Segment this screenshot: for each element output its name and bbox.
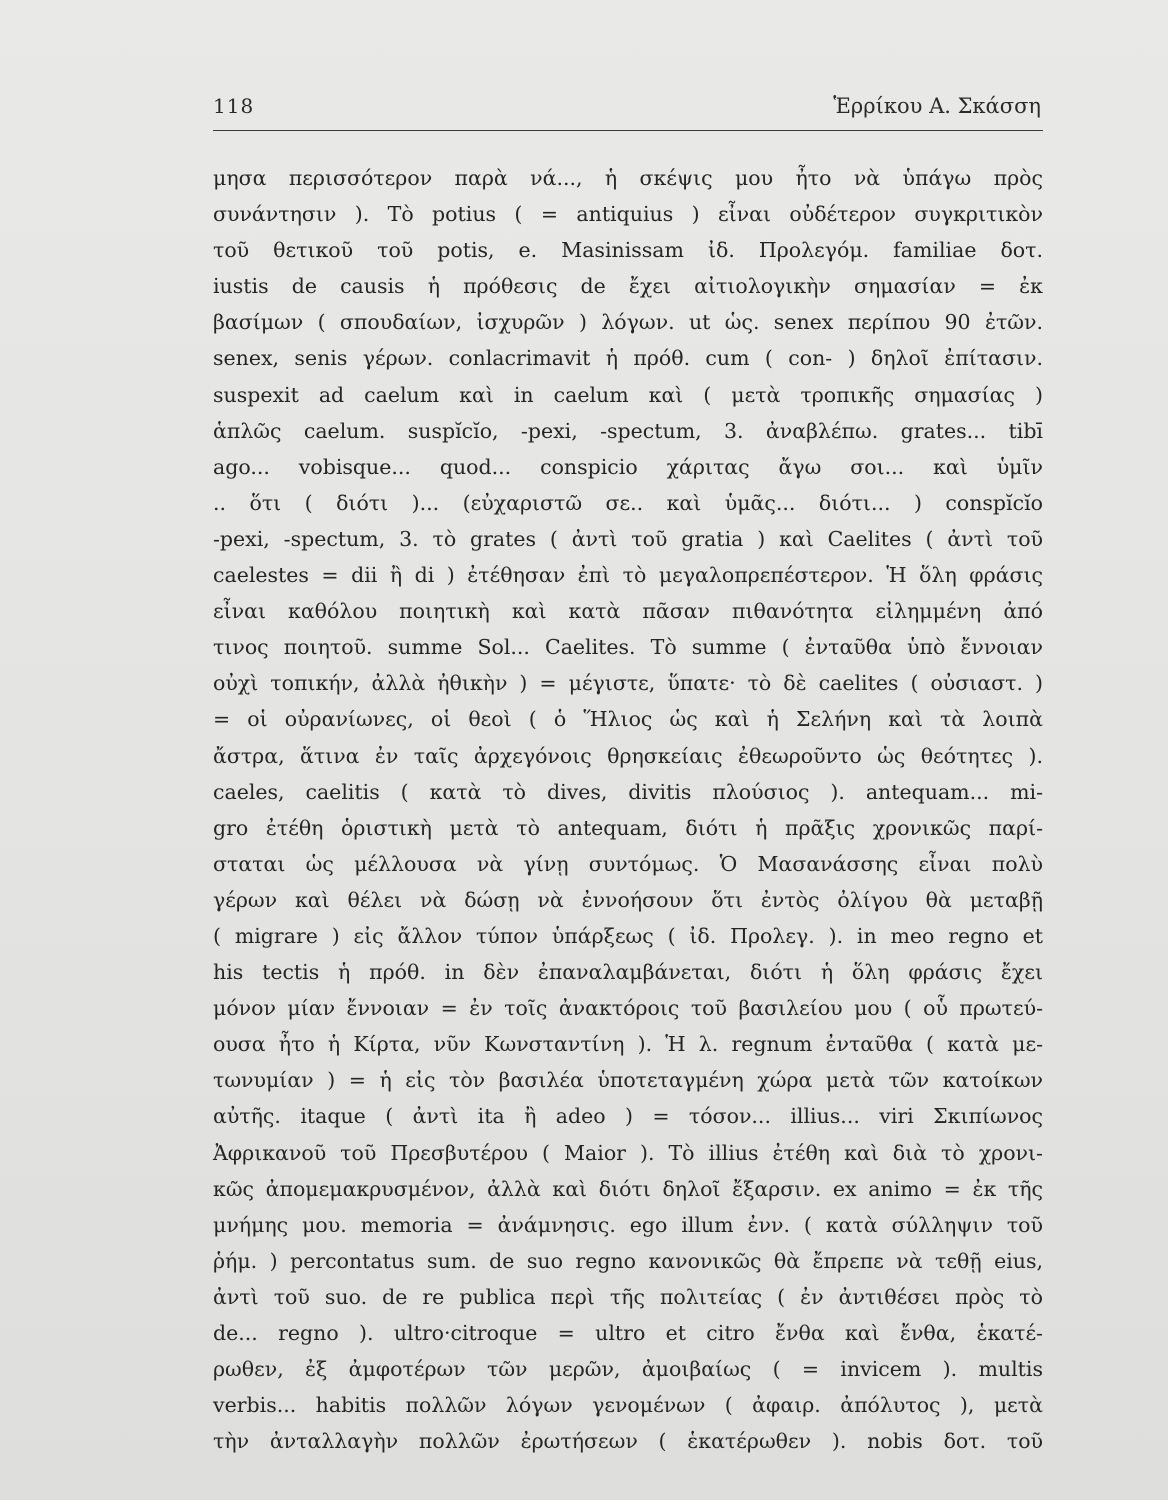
- text-line: γέρων καὶ θέλει νὰ δώσῃ νὰ ἐννοήσουν ὅτι ἐντὸς ὀλίγου θὰ μεταβῇ: [213, 887, 1043, 912]
- text-line: κῶς ἀπομεμακρυσμένον, ἀλλὰ καὶ διότι δηλοῖ ἔξαρσιν. ex animo = ἐκ τῆς: [213, 1176, 1043, 1201]
- text-line: his tectis ἡ πρόθ. in δὲν ἐπαναλαμβάνεται, διότι ἡ ὅλη φράσις ἔχει: [213, 960, 1043, 985]
- text-line: τὴν ἀνταλλαγὴν πολλῶν ἐρωτήσεων ( ἑκατέρωθεν ). nobis δοτ. τοῦ: [213, 1429, 1043, 1454]
- text-line: Ἀφρικανοῦ τοῦ Πρεσβυτέρου ( Maior ). Τὸ illius ἐτέθη καὶ διὰ τὸ χρονι-: [213, 1140, 1043, 1165]
- text-line: τοῦ θετικοῦ τοῦ potis, e. Masinissam ἰδ. Προλεγόμ. familiae δοτ.: [213, 238, 1043, 263]
- text-line: ρωθεν, ἐξ ἀμφοτέρων τῶν μερῶν, ἀμοιβαίως ( = invicem ). multis: [213, 1357, 1043, 1382]
- text-line: μησα περισσότερον παρὰ νά..., ἡ σκέψις μου ἦτο νὰ ὑπάγω πρὸς: [213, 166, 1043, 190]
- text-line: de... regno ). ultro·citroque = ultro et citro ἔνθα καὶ ἔνθα, ἑκατέ-: [213, 1321, 1043, 1345]
- text-line: gro ἐτέθη ὁριστικὴ μετὰ τὸ antequam, διότι ἡ πρᾶξις χρονικῶς παρί-: [213, 815, 1043, 840]
- text-line: μόνον μίαν ἔννοιαν = ἐν τοῖς ἀνακτόροις τοῦ βασιλείου μου ( οὗ πρωτεύ-: [213, 996, 1043, 1021]
- running-head: Ἑρρίκου Α. Σκάσση: [833, 94, 1041, 118]
- header-rule: [213, 130, 1043, 131]
- text-line: iustis de causis ἡ πρόθεσις de ἔχει αἰτιολογικὴν σημασίαν = ἐκ: [213, 274, 1043, 299]
- text-line: τινος ποιητοῦ. summe Sol... Caelites. Τὸ summe ( ἐνταῦθα ὑπὸ ἔννοιαν: [213, 635, 1043, 660]
- text-line: μνήμης μου. memoria = ἀνάμνησις. ego illum ἐνν. ( κατὰ σύλληψιν τοῦ: [213, 1212, 1043, 1237]
- text-line: αὐτῆς. itaque ( ἀντὶ ita ἢ adeo ) = τόσον... illius... viri Σκιπίωνος: [213, 1104, 1043, 1129]
- text-line: τωνυμίαν ) = ἡ εἰς τὸν βασιλέα ὑποτεταγμένη χώρα μετὰ τῶν κατοίκων: [213, 1068, 1043, 1093]
- text-line: -pexi, -spectum, 3. τὸ grates ( ἀντὶ τοῦ gratia ) καὶ Caelites ( ἀντὶ τοῦ: [213, 526, 1043, 551]
- text-line: ἁπλῶς caelum. suspĭcĭo, -pexi, -spectum, 3. ἀναβλέπω. grates... tibī: [213, 418, 1043, 443]
- text-line: ῥήμ. ) percontatus sum. de suo regno κανονικῶς θὰ ἔπρεπε νὰ τεθῇ eius,: [213, 1248, 1043, 1273]
- text-line: εἶναι καθόλου ποιητικὴ καὶ κατὰ πᾶσαν πιθανότητα εἰλημμένη ἀπό: [213, 599, 1043, 624]
- text-line: ουσα ἦτο ἡ Κίρτα, νῦν Κωνσταντίνη ). Ἡ λ. regnum ἐνταῦθα ( κατὰ με-: [213, 1032, 1043, 1057]
- text-line: ago... vobisque... quod... conspicio χάριτας ἄγω σοι... καὶ ὑμῖν: [213, 454, 1043, 479]
- text-line: .. ὅτι ( διότι )... (εὐχαριστῶ σε.. καὶ ὑμᾶς... διότι... ) conspĭcĭo: [213, 490, 1043, 515]
- text-line: senex, senis γέρων. conlacrimavit ἡ πρόθ. cum ( con- ) δηλοῖ ἐπίτασιν.: [213, 346, 1043, 371]
- text-line: caelestes = dii ἢ di ) ἐτέθησαν ἐπὶ τὸ μεγαλοπρεπέστερον. Ἡ ὅλη φράσις: [213, 563, 1043, 588]
- text-line: caeles, caelitis ( κατὰ τὸ dives, divitis πλούσιος ). antequam... mi-: [213, 779, 1043, 804]
- text-line: ἄστρα, ἅτινα ἐν ταῖς ἀρχεγόνοις θρησκείαις ἐθεωροῦντο ὡς θεότητες ).: [213, 743, 1043, 768]
- text-line: ( migrare ) εἰς ἄλλον τύπον ὑπάρξεως ( ἰδ. Προλεγ. ). in meo regno et: [213, 923, 1043, 948]
- text-line: συνάντησιν ). Τὸ potius ( = antiquius ) εἶναι οὐδέτερον συγκριτικὸν: [213, 202, 1043, 227]
- text-line: verbis... habitis πολλῶν λόγων γενομένων ( ἀφαιρ. ἀπόλυτος ), μετὰ: [213, 1393, 1043, 1418]
- text-line: suspexit ad caelum καὶ in caelum καὶ ( μετὰ τροπικῆς σημασίας ): [213, 382, 1043, 407]
- text-line: βασίμων ( σπουδαίων, ἰσχυρῶν ) λόγων. ut ὡς. senex περίπου 90 ἐτῶν.: [213, 310, 1043, 335]
- page-header: [213, 92, 1043, 128]
- text-line: = οἱ οὐρανίωνες, οἱ θεοὶ ( ὁ Ἥλιος ὡς καὶ ἡ Σελήνη καὶ τὰ λοιπὰ: [213, 707, 1043, 732]
- page-number: 118: [213, 94, 255, 118]
- text-line: ἀντὶ τοῦ suo. de re publica περὶ τῆς πολιτείας ( ἐν ἀντιθέσει πρὸς τὸ: [213, 1284, 1043, 1309]
- commentary-text: [213, 160, 1043, 1459]
- text-line: οὐχὶ τοπικήν, ἀλλὰ ἠθικὴν ) = μέγιστε, ὕπατε· τὸ δὲ caelites ( οὐσιαστ. ): [213, 671, 1043, 696]
- text-line: σταται ὡς μέλλουσα νὰ γίνῃ συντόμως. Ὁ Μασανάσσης εἶναι πολὺ: [213, 851, 1043, 876]
